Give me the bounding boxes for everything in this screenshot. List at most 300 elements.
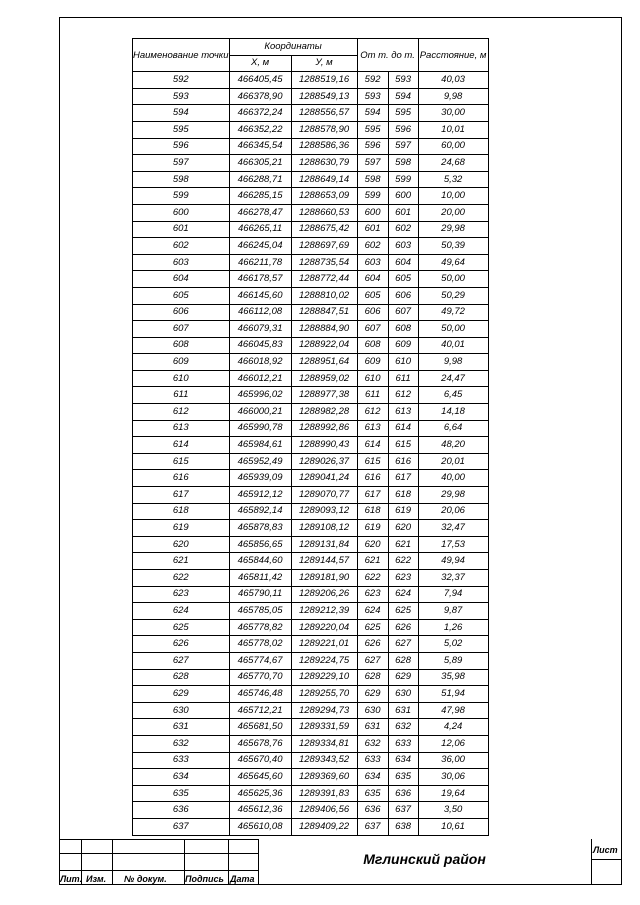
cell-point-name: 629 xyxy=(133,686,230,703)
cell-to-point: 629 xyxy=(388,669,418,686)
cell-point-name: 602 xyxy=(133,238,230,255)
cell-to-point: 619 xyxy=(388,503,418,520)
cell-distance: 17,53 xyxy=(418,536,488,553)
cell-y-coord: 1288556,57 xyxy=(291,105,357,122)
cell-distance: 20,01 xyxy=(418,453,488,470)
table-row xyxy=(133,553,489,570)
cell-point-name: 635 xyxy=(133,785,230,802)
cell-distance: 9,98 xyxy=(418,88,488,105)
cell-point-name: 596 xyxy=(133,138,230,155)
table-row xyxy=(133,221,489,238)
table-row xyxy=(133,603,489,620)
cell-point-name: 597 xyxy=(133,155,230,172)
cell-y-coord: 1289331,59 xyxy=(291,719,357,736)
cell-distance: 29,98 xyxy=(418,487,488,504)
cell-point-name: 601 xyxy=(133,221,230,238)
cell-x-coord: 466018,92 xyxy=(229,354,291,371)
table-row xyxy=(133,72,489,89)
table-row xyxy=(133,702,489,719)
table-row xyxy=(133,619,489,636)
cell-point-name: 592 xyxy=(133,72,230,89)
stamp-label-lit: Лит. xyxy=(60,874,83,884)
cell-distance: 7,94 xyxy=(418,586,488,603)
cell-y-coord: 1289206,26 xyxy=(291,586,357,603)
table-row xyxy=(133,503,489,520)
table-row xyxy=(133,437,489,454)
cell-x-coord: 465770,70 xyxy=(229,669,291,686)
cell-distance: 10,00 xyxy=(418,188,488,205)
cell-from-point: 631 xyxy=(357,719,388,736)
cell-from-point: 619 xyxy=(357,520,388,537)
cell-to-point: 596 xyxy=(388,121,418,138)
cell-y-coord: 1289334,81 xyxy=(291,735,357,752)
cell-y-coord: 1288735,54 xyxy=(291,254,357,271)
cell-to-point: 610 xyxy=(388,354,418,371)
cell-x-coord: 465892,14 xyxy=(229,503,291,520)
cell-y-coord: 1288982,28 xyxy=(291,404,357,421)
cell-distance: 51,94 xyxy=(418,686,488,703)
cell-y-coord: 1289294,73 xyxy=(291,702,357,719)
table-row xyxy=(133,105,489,122)
cell-from-point: 605 xyxy=(357,287,388,304)
cell-distance: 49,64 xyxy=(418,254,488,271)
cell-y-coord: 1288697,69 xyxy=(291,238,357,255)
cell-x-coord: 465811,42 xyxy=(229,570,291,587)
title-block xyxy=(59,839,622,885)
cell-to-point: 615 xyxy=(388,437,418,454)
cell-to-point: 612 xyxy=(388,387,418,404)
table-row xyxy=(133,652,489,669)
stamp-label-sheet: Лист xyxy=(593,845,618,855)
cell-y-coord: 1289108,12 xyxy=(291,520,357,537)
cell-to-point: 598 xyxy=(388,155,418,172)
table-row xyxy=(133,188,489,205)
table-row xyxy=(133,453,489,470)
cell-from-point: 617 xyxy=(357,487,388,504)
cell-to-point: 630 xyxy=(388,686,418,703)
cell-from-point: 604 xyxy=(357,271,388,288)
table-row xyxy=(133,287,489,304)
cell-x-coord: 465984,61 xyxy=(229,437,291,454)
cell-to-point: 617 xyxy=(388,470,418,487)
cell-x-coord: 465990,78 xyxy=(229,420,291,437)
table-row xyxy=(133,88,489,105)
cell-y-coord: 1288578,90 xyxy=(291,121,357,138)
cell-to-point: 632 xyxy=(388,719,418,736)
stamp-label-change: Изм. xyxy=(86,874,107,884)
cell-y-coord: 1288992,86 xyxy=(291,420,357,437)
cell-point-name: 594 xyxy=(133,105,230,122)
cell-to-point: 626 xyxy=(388,619,418,636)
cell-y-coord: 1289406,56 xyxy=(291,802,357,819)
cell-x-coord: 465790,11 xyxy=(229,586,291,603)
cell-distance: 40,03 xyxy=(418,72,488,89)
cell-to-point: 634 xyxy=(388,752,418,769)
cell-from-point: 626 xyxy=(357,636,388,653)
cell-point-name: 618 xyxy=(133,503,230,520)
cell-x-coord: 465878,83 xyxy=(229,520,291,537)
cell-point-name: 603 xyxy=(133,254,230,271)
cell-from-point: 598 xyxy=(357,171,388,188)
cell-y-coord: 1288847,51 xyxy=(291,304,357,321)
table-row xyxy=(133,686,489,703)
stamp-divider xyxy=(591,839,592,885)
cell-to-point: 623 xyxy=(388,570,418,587)
cell-x-coord: 465681,50 xyxy=(229,719,291,736)
cell-to-point: 621 xyxy=(388,536,418,553)
cell-distance: 35,98 xyxy=(418,669,488,686)
cell-distance: 30,00 xyxy=(418,105,488,122)
table-row xyxy=(133,420,489,437)
cell-point-name: 619 xyxy=(133,520,230,537)
cell-distance: 30,06 xyxy=(418,769,488,786)
cell-y-coord: 1289224,75 xyxy=(291,652,357,669)
cell-to-point: 593 xyxy=(388,72,418,89)
cell-x-coord: 465610,08 xyxy=(229,818,291,835)
cell-point-name: 607 xyxy=(133,321,230,338)
cell-point-name: 625 xyxy=(133,619,230,636)
table-row xyxy=(133,752,489,769)
cell-distance: 60,00 xyxy=(418,138,488,155)
cell-to-point: 594 xyxy=(388,88,418,105)
cell-y-coord: 1288922,04 xyxy=(291,337,357,354)
cell-x-coord: 465912,12 xyxy=(229,487,291,504)
table-row xyxy=(133,785,489,802)
cell-to-point: 611 xyxy=(388,370,418,387)
cell-y-coord: 1288772,44 xyxy=(291,271,357,288)
table-row xyxy=(133,636,489,653)
header-x: X, м xyxy=(229,55,291,72)
table-row xyxy=(133,387,489,404)
cell-x-coord: 466012,21 xyxy=(229,370,291,387)
cell-y-coord: 1289070,77 xyxy=(291,487,357,504)
table-row xyxy=(133,570,489,587)
cell-point-name: 633 xyxy=(133,752,230,769)
cell-to-point: 618 xyxy=(388,487,418,504)
cell-y-coord: 1289131,84 xyxy=(291,536,357,553)
cell-point-name: 627 xyxy=(133,652,230,669)
cell-y-coord: 1289221,01 xyxy=(291,636,357,653)
cell-to-point: 627 xyxy=(388,636,418,653)
cell-x-coord: 466145,60 xyxy=(229,287,291,304)
cell-from-point: 606 xyxy=(357,304,388,321)
cell-y-coord: 1288675,42 xyxy=(291,221,357,238)
cell-distance: 40,01 xyxy=(418,337,488,354)
cell-from-point: 621 xyxy=(357,553,388,570)
cell-to-point: 604 xyxy=(388,254,418,271)
cell-from-point: 602 xyxy=(357,238,388,255)
cell-y-coord: 1288951,64 xyxy=(291,354,357,371)
cell-distance: 5,32 xyxy=(418,171,488,188)
cell-distance: 50,00 xyxy=(418,321,488,338)
cell-to-point: 600 xyxy=(388,188,418,205)
cell-y-coord: 1288549,13 xyxy=(291,88,357,105)
table-row xyxy=(133,536,489,553)
cell-point-name: 621 xyxy=(133,553,230,570)
cell-from-point: 629 xyxy=(357,686,388,703)
cell-x-coord: 466405,45 xyxy=(229,72,291,89)
cell-x-coord: 466178,57 xyxy=(229,271,291,288)
cell-y-coord: 1289391,83 xyxy=(291,785,357,802)
header-point-name: Наименование точки xyxy=(133,39,230,72)
table-row xyxy=(133,802,489,819)
cell-point-name: 624 xyxy=(133,603,230,620)
cell-to-point: 637 xyxy=(388,802,418,819)
cell-point-name: 598 xyxy=(133,171,230,188)
cell-from-point: 592 xyxy=(357,72,388,89)
cell-x-coord: 466079,31 xyxy=(229,321,291,338)
cell-from-point: 610 xyxy=(357,370,388,387)
cell-x-coord: 465844,60 xyxy=(229,553,291,570)
cell-y-coord: 1289093,12 xyxy=(291,503,357,520)
table-row xyxy=(133,470,489,487)
cell-point-name: 606 xyxy=(133,304,230,321)
cell-point-name: 604 xyxy=(133,271,230,288)
cell-to-point: 635 xyxy=(388,769,418,786)
header-coordinates: Координаты xyxy=(229,39,357,56)
table-row xyxy=(133,487,489,504)
cell-point-name: 611 xyxy=(133,387,230,404)
cell-point-name: 605 xyxy=(133,287,230,304)
cell-point-name: 626 xyxy=(133,636,230,653)
cell-point-name: 636 xyxy=(133,802,230,819)
cell-distance: 47,98 xyxy=(418,702,488,719)
stamp-rule xyxy=(591,859,622,860)
cell-from-point: 614 xyxy=(357,437,388,454)
cell-to-point: 624 xyxy=(388,586,418,603)
cell-from-point: 613 xyxy=(357,420,388,437)
cell-x-coord: 466345,54 xyxy=(229,138,291,155)
cell-to-point: 616 xyxy=(388,453,418,470)
cell-y-coord: 1288649,14 xyxy=(291,171,357,188)
cell-x-coord: 465952,49 xyxy=(229,453,291,470)
table-row xyxy=(133,735,489,752)
table-row xyxy=(133,321,489,338)
cell-y-coord: 1289409,22 xyxy=(291,818,357,835)
cell-distance: 12,06 xyxy=(418,735,488,752)
cell-distance: 24,68 xyxy=(418,155,488,172)
cell-from-point: 633 xyxy=(357,752,388,769)
cell-point-name: 600 xyxy=(133,204,230,221)
cell-to-point: 622 xyxy=(388,553,418,570)
cell-distance: 9,87 xyxy=(418,603,488,620)
cell-y-coord: 1289220,04 xyxy=(291,619,357,636)
cell-point-name: 632 xyxy=(133,735,230,752)
cell-x-coord: 466288,71 xyxy=(229,171,291,188)
cell-y-coord: 1288653,09 xyxy=(291,188,357,205)
cell-to-point: 601 xyxy=(388,204,418,221)
cell-from-point: 601 xyxy=(357,221,388,238)
cell-distance: 32,47 xyxy=(418,520,488,537)
cell-x-coord: 465670,40 xyxy=(229,752,291,769)
cell-distance: 10,61 xyxy=(418,818,488,835)
cell-x-coord: 465774,67 xyxy=(229,652,291,669)
cell-y-coord: 1288990,43 xyxy=(291,437,357,454)
cell-x-coord: 465712,21 xyxy=(229,702,291,719)
cell-to-point: 628 xyxy=(388,652,418,669)
cell-from-point: 623 xyxy=(357,586,388,603)
cell-from-point: 632 xyxy=(357,735,388,752)
cell-distance: 20,00 xyxy=(418,204,488,221)
cell-from-point: 594 xyxy=(357,105,388,122)
cell-x-coord: 466278,47 xyxy=(229,204,291,221)
cell-distance: 14,18 xyxy=(418,404,488,421)
cell-from-point: 622 xyxy=(357,570,388,587)
cell-from-point: 596 xyxy=(357,138,388,155)
cell-to-point: 606 xyxy=(388,287,418,304)
cell-from-point: 634 xyxy=(357,769,388,786)
cell-x-coord: 465856,65 xyxy=(229,536,291,553)
cell-x-coord: 465678,76 xyxy=(229,735,291,752)
cell-to-point: 631 xyxy=(388,702,418,719)
cell-from-point: 609 xyxy=(357,354,388,371)
cell-x-coord: 465625,36 xyxy=(229,785,291,802)
cell-distance: 5,02 xyxy=(418,636,488,653)
cell-point-name: 616 xyxy=(133,470,230,487)
cell-to-point: 602 xyxy=(388,221,418,238)
cell-point-name: 630 xyxy=(133,702,230,719)
cell-point-name: 620 xyxy=(133,536,230,553)
document-title: Мглинский район xyxy=(363,851,486,867)
cell-from-point: 616 xyxy=(357,470,388,487)
cell-from-point: 630 xyxy=(357,702,388,719)
cell-distance: 3,50 xyxy=(418,802,488,819)
cell-from-point: 636 xyxy=(357,802,388,819)
cell-x-coord: 465939,09 xyxy=(229,470,291,487)
cell-from-point: 635 xyxy=(357,785,388,802)
cell-x-coord: 465778,82 xyxy=(229,619,291,636)
cell-y-coord: 1289026,37 xyxy=(291,453,357,470)
cell-distance: 49,72 xyxy=(418,304,488,321)
cell-y-coord: 1289181,90 xyxy=(291,570,357,587)
coordinates-table xyxy=(132,38,489,836)
cell-point-name: 609 xyxy=(133,354,230,371)
cell-from-point: 608 xyxy=(357,337,388,354)
cell-to-point: 620 xyxy=(388,520,418,537)
cell-to-point: 595 xyxy=(388,105,418,122)
cell-distance: 49,94 xyxy=(418,553,488,570)
cell-from-point: 597 xyxy=(357,155,388,172)
cell-to-point: 638 xyxy=(388,818,418,835)
table-row xyxy=(133,404,489,421)
cell-point-name: 615 xyxy=(133,453,230,470)
table-row xyxy=(133,370,489,387)
cell-y-coord: 1288959,02 xyxy=(291,370,357,387)
cell-x-coord: 466305,21 xyxy=(229,155,291,172)
cell-x-coord: 466372,24 xyxy=(229,105,291,122)
cell-point-name: 631 xyxy=(133,719,230,736)
cell-point-name: 622 xyxy=(133,570,230,587)
cell-x-coord: 465996,02 xyxy=(229,387,291,404)
cell-y-coord: 1289343,52 xyxy=(291,752,357,769)
cell-x-coord: 466000,21 xyxy=(229,404,291,421)
cell-x-coord: 465746,48 xyxy=(229,686,291,703)
cell-to-point: 614 xyxy=(388,420,418,437)
cell-point-name: 593 xyxy=(133,88,230,105)
cell-from-point: 607 xyxy=(357,321,388,338)
cell-from-point: 611 xyxy=(357,387,388,404)
cell-from-point: 620 xyxy=(357,536,388,553)
cell-to-point: 625 xyxy=(388,603,418,620)
cell-distance: 24,47 xyxy=(418,370,488,387)
cell-distance: 36,00 xyxy=(418,752,488,769)
cell-point-name: 599 xyxy=(133,188,230,205)
header-from-to: От т. до т. xyxy=(357,39,418,72)
cell-to-point: 636 xyxy=(388,785,418,802)
cell-x-coord: 465612,36 xyxy=(229,802,291,819)
cell-y-coord: 1289255,70 xyxy=(291,686,357,703)
table-row xyxy=(133,171,489,188)
cell-point-name: 628 xyxy=(133,669,230,686)
cell-to-point: 608 xyxy=(388,321,418,338)
cell-from-point: 593 xyxy=(357,88,388,105)
cell-distance: 20,06 xyxy=(418,503,488,520)
cell-point-name: 608 xyxy=(133,337,230,354)
cell-x-coord: 465785,05 xyxy=(229,603,291,620)
cell-distance: 5,89 xyxy=(418,652,488,669)
cell-distance: 50,29 xyxy=(418,287,488,304)
cell-to-point: 633 xyxy=(388,735,418,752)
cell-point-name: 617 xyxy=(133,487,230,504)
cell-y-coord: 1289229,10 xyxy=(291,669,357,686)
cell-y-coord: 1289369,60 xyxy=(291,769,357,786)
table-row xyxy=(133,520,489,537)
table-row xyxy=(133,304,489,321)
table-row xyxy=(133,818,489,835)
table-row xyxy=(133,586,489,603)
header-y: У, м xyxy=(291,55,357,72)
cell-from-point: 618 xyxy=(357,503,388,520)
cell-distance: 50,00 xyxy=(418,271,488,288)
cell-y-coord: 1288630,79 xyxy=(291,155,357,172)
cell-y-coord: 1289212,39 xyxy=(291,603,357,620)
cell-x-coord: 466211,78 xyxy=(229,254,291,271)
cell-y-coord: 1288810,02 xyxy=(291,287,357,304)
stamp-label-date: Дата xyxy=(230,874,255,884)
cell-point-name: 634 xyxy=(133,769,230,786)
cell-to-point: 599 xyxy=(388,171,418,188)
table-row xyxy=(133,354,489,371)
table-row xyxy=(133,719,489,736)
cell-x-coord: 466245,04 xyxy=(229,238,291,255)
cell-distance: 29,98 xyxy=(418,221,488,238)
cell-y-coord: 1288660,53 xyxy=(291,204,357,221)
cell-distance: 19,64 xyxy=(418,785,488,802)
cell-distance: 1,26 xyxy=(418,619,488,636)
cell-from-point: 625 xyxy=(357,619,388,636)
stamp-label-signature: Подпись xyxy=(185,874,224,884)
cell-point-name: 610 xyxy=(133,370,230,387)
cell-x-coord: 466285,15 xyxy=(229,188,291,205)
cell-y-coord: 1288884,90 xyxy=(291,321,357,338)
cell-x-coord: 465645,60 xyxy=(229,769,291,786)
cell-x-coord: 465778,02 xyxy=(229,636,291,653)
table-row xyxy=(133,121,489,138)
cell-distance: 10,01 xyxy=(418,121,488,138)
stamp-divider xyxy=(228,839,229,885)
cell-distance: 4,24 xyxy=(418,719,488,736)
stamp-divider xyxy=(112,839,113,885)
cell-distance: 40,00 xyxy=(418,470,488,487)
table-body xyxy=(133,72,489,835)
cell-distance: 9,98 xyxy=(418,354,488,371)
cell-to-point: 613 xyxy=(388,404,418,421)
cell-from-point: 637 xyxy=(357,818,388,835)
cell-distance: 48,20 xyxy=(418,437,488,454)
cell-y-coord: 1288586,36 xyxy=(291,138,357,155)
cell-distance: 6,64 xyxy=(418,420,488,437)
cell-to-point: 597 xyxy=(388,138,418,155)
